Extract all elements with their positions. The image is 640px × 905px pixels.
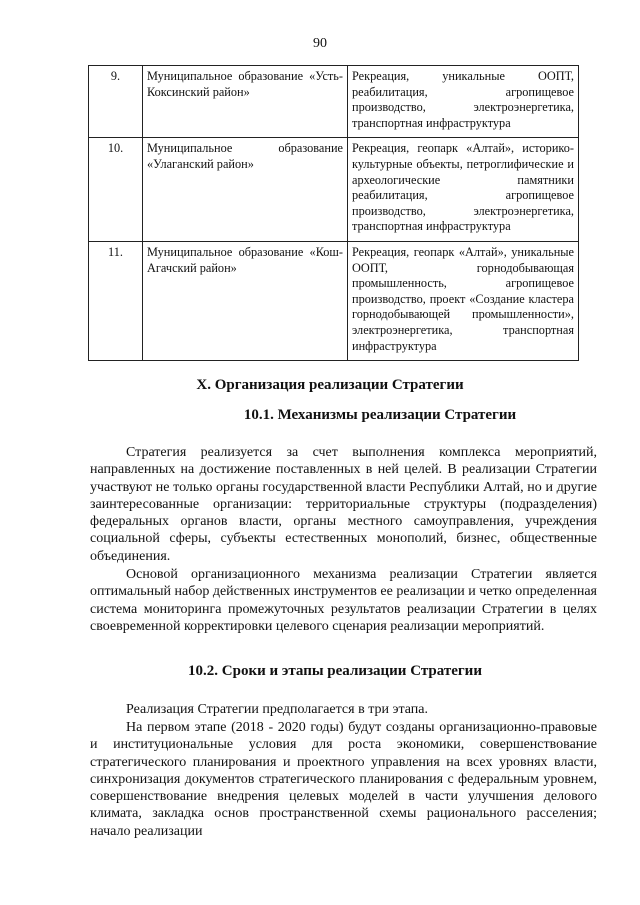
table-row xyxy=(89,241,579,360)
specialization: Рекреация, геопарк «Алтай», уникальные ООПТ, горнодобывающая промышленность, агропищевое производство, проект «Создание кластера горнодобывающей промышленности», электроэнергетика, транспортная инфраструктура xyxy=(348,241,579,360)
section-title: X. Организация реализации Стратегии xyxy=(196,377,464,393)
table-row xyxy=(89,66,579,138)
paragraph: Основой организационного механизма реализации Стратегии является оптимальный набор действенных инструментов ее реализации и четко определенная система мониторинга промежуточных результатов реализации Стратегии в целях своевременной корректировки целевого сценария реализации мероприятий. xyxy=(90,567,597,634)
subsection-title: 10.1. Механизмы реализации Стратегии xyxy=(243,407,517,423)
row-number: 9. xyxy=(89,66,143,138)
paragraph: На первом этапе (2018 - 2020 годы) будут созданы организационно-правовые и институциональные условия для роста экономики, совершенствование стратегического планирования и проектного управления на всех уровнях власти, синхронизация документов стратегического планирования с федеральным уровнем, совершенствование внедрения целевых моделей в части улучшения делового климата, закладка основ пространственной схемы рационального расселения; начало реализации xyxy=(90,720,597,839)
row-number: 11. xyxy=(89,241,143,360)
specialization: Рекреация, геопарк «Алтай», историко-культурные объекты, петроглифические и археологические памятники реабилитация, агропищевое производство, электроэнергетика, транспортная инфраструктура xyxy=(348,138,579,242)
subsection-title: 10.2. Сроки и этапы реализации Стратегии xyxy=(188,663,482,679)
regions-table xyxy=(88,65,579,361)
paragraph: Стратегия реализуется за счет выполнения комплекса мероприятий, направленных на достижение поставленных в ней целей. В реализации Стратегии участвуют не только органы государственной власти Республики Алтай, но и другие заинтересованные организации: территориальные структуры (подразделения) федеральных органов власти, органы местного самоуправления, учреждения социальной сферы, субъекты естественных монополий, бизнес, общественные объединения. xyxy=(90,445,597,564)
table-row xyxy=(89,138,579,242)
municipality-name: Муниципальное образование «Улаганский район» xyxy=(143,138,348,242)
paragraph: Реализация Стратегии предполагается в три этапа. xyxy=(126,702,429,717)
row-number: 10. xyxy=(89,138,143,242)
municipality-name: Муниципальное образование «Кош-Агачский район» xyxy=(143,241,348,360)
municipality-name: Муниципальное образование «Усть-Коксинский район» xyxy=(143,66,348,138)
specialization: Рекреация, уникальные ООПТ, реабилитация, агропищевое производство, электроэнергетика, транспортная инфраструктура xyxy=(348,66,579,138)
page-number: 90 xyxy=(313,36,327,51)
